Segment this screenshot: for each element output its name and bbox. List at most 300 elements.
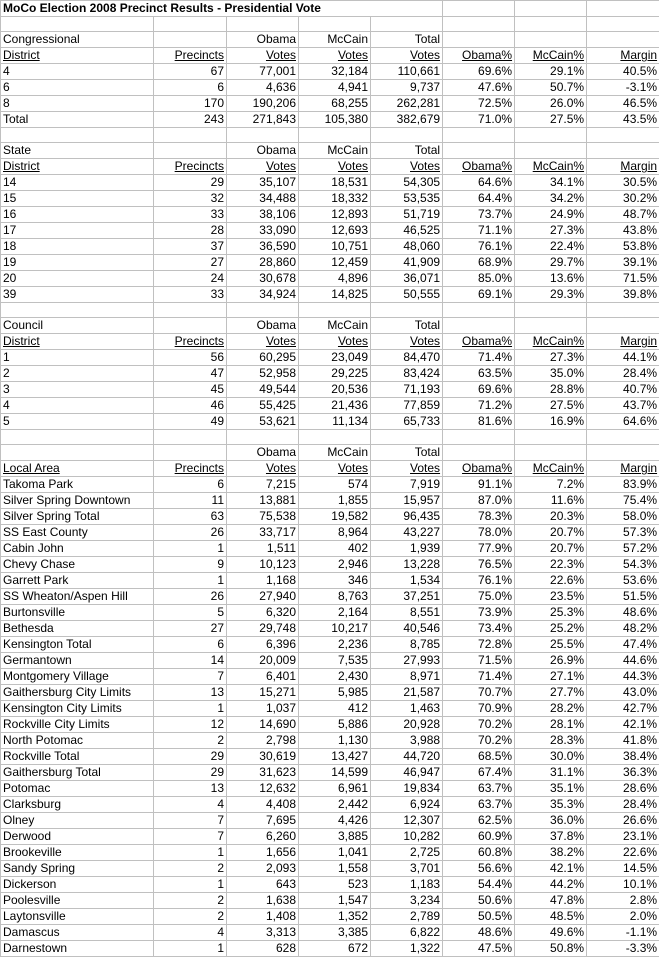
total-votes-value[interactable]: 1,463	[371, 701, 443, 717]
precincts-value[interactable]: 14	[154, 653, 227, 669]
empty-cell[interactable]	[587, 445, 659, 461]
precincts-value[interactable]: 1	[154, 845, 227, 861]
precincts-value[interactable]: 24	[154, 271, 227, 287]
margin-value[interactable]: 75.4%	[587, 493, 659, 509]
empty-cell[interactable]	[154, 303, 227, 318]
precincts-value[interactable]: 2	[154, 893, 227, 909]
total-votes-value[interactable]: 54,305	[371, 175, 443, 191]
empty-cell[interactable]	[299, 128, 371, 143]
key-label[interactable]: District	[1, 48, 154, 64]
empty-cell[interactable]	[371, 303, 443, 318]
total-votes-value[interactable]: 83,424	[371, 366, 443, 382]
precincts-value[interactable]: 170	[154, 96, 227, 112]
mccain-votes-value[interactable]: 574	[299, 477, 371, 493]
obama-pct-value[interactable]: 47.5%	[443, 941, 515, 957]
empty-cell[interactable]	[227, 430, 299, 445]
precincts-value[interactable]: 1	[154, 877, 227, 893]
row-label[interactable]: 2	[1, 366, 154, 382]
total-votes-value[interactable]: 43,227	[371, 525, 443, 541]
mccain-pct-value[interactable]: 25.2%	[515, 621, 587, 637]
margin-value[interactable]: 57.2%	[587, 541, 659, 557]
margin-value[interactable]: 10.1%	[587, 877, 659, 893]
empty-cell[interactable]	[515, 303, 587, 318]
obama-pct-value[interactable]: 50.5%	[443, 909, 515, 925]
precincts-value[interactable]: 46	[154, 398, 227, 414]
mccain-votes-value[interactable]: 2,430	[299, 669, 371, 685]
empty-cell[interactable]	[515, 1, 587, 17]
precincts-value[interactable]: 45	[154, 382, 227, 398]
precincts-value[interactable]: 1	[154, 941, 227, 957]
mccain-votes-value[interactable]: 13,427	[299, 749, 371, 765]
obama-votes-value[interactable]: 190,206	[227, 96, 299, 112]
total-votes-value[interactable]: 20,928	[371, 717, 443, 733]
total-votes-value[interactable]: 37,251	[371, 589, 443, 605]
obama-votes-value[interactable]: 4,636	[227, 80, 299, 96]
mccain-pct-value[interactable]: 42.1%	[515, 861, 587, 877]
mccain-votes-value[interactable]: 18,531	[299, 175, 371, 191]
obama-votes-value[interactable]: 2,798	[227, 733, 299, 749]
obama-votes-value[interactable]: 628	[227, 941, 299, 957]
row-label[interactable]: Silver Spring Total	[1, 509, 154, 525]
empty-cell[interactable]	[587, 303, 659, 318]
obama-pct-value[interactable]: 73.9%	[443, 605, 515, 621]
obama-votes-header[interactable]: Votes	[227, 48, 299, 64]
precincts-value[interactable]: 49	[154, 414, 227, 430]
total-votes-value[interactable]: 53,535	[371, 191, 443, 207]
obama-pct-value[interactable]: 56.6%	[443, 861, 515, 877]
obama-votes-value[interactable]: 33,717	[227, 525, 299, 541]
total-votes-value[interactable]: 1,322	[371, 941, 443, 957]
total-votes-value[interactable]: 19,834	[371, 781, 443, 797]
row-label[interactable]: Sandy Spring	[1, 861, 154, 877]
row-label[interactable]: Burtonsville	[1, 605, 154, 621]
total-votes-value[interactable]: 51,719	[371, 207, 443, 223]
mccain-votes-header[interactable]: Votes	[299, 334, 371, 350]
margin-value[interactable]: 43.7%	[587, 398, 659, 414]
mccain-header[interactable]: McCain	[299, 32, 371, 48]
empty-cell[interactable]	[371, 17, 443, 32]
mccain-pct-value[interactable]: 13.6%	[515, 271, 587, 287]
mccain-votes-header[interactable]: Votes	[299, 48, 371, 64]
mccain-pct-value[interactable]: 35.0%	[515, 366, 587, 382]
total-votes-value[interactable]: 110,661	[371, 64, 443, 80]
mccain-votes-value[interactable]: 29,225	[299, 366, 371, 382]
empty-cell[interactable]	[587, 32, 659, 48]
obama-pct-value[interactable]: 71.0%	[443, 112, 515, 128]
precincts-value[interactable]: 7	[154, 813, 227, 829]
obama-votes-value[interactable]: 27,940	[227, 589, 299, 605]
margin-value[interactable]: 28.4%	[587, 366, 659, 382]
obama-votes-value[interactable]: 1,638	[227, 893, 299, 909]
margin-value[interactable]: -3.3%	[587, 941, 659, 957]
total-votes-value[interactable]: 96,435	[371, 509, 443, 525]
row-label[interactable]: 19	[1, 255, 154, 271]
margin-value[interactable]: 14.5%	[587, 861, 659, 877]
margin-value[interactable]: 48.7%	[587, 207, 659, 223]
row-label[interactable]: Gaithersburg Total	[1, 765, 154, 781]
total-votes-value[interactable]: 3,234	[371, 893, 443, 909]
total-votes-value[interactable]: 21,587	[371, 685, 443, 701]
obama-votes-value[interactable]: 6,260	[227, 829, 299, 845]
mccain-votes-value[interactable]: 14,825	[299, 287, 371, 303]
total-header[interactable]: Total	[371, 32, 443, 48]
empty-cell[interactable]	[443, 143, 515, 159]
obama-votes-value[interactable]: 52,958	[227, 366, 299, 382]
mccain-votes-value[interactable]: 4,896	[299, 271, 371, 287]
obama-pct-value[interactable]: 63.7%	[443, 797, 515, 813]
row-label[interactable]: Darnestown	[1, 941, 154, 957]
row-label[interactable]: 39	[1, 287, 154, 303]
row-label[interactable]: Cabin John	[1, 541, 154, 557]
row-label[interactable]: Dickerson	[1, 877, 154, 893]
obama-pct-value[interactable]: 76.1%	[443, 239, 515, 255]
obama-votes-value[interactable]: 643	[227, 877, 299, 893]
mccain-votes-value[interactable]: 1,547	[299, 893, 371, 909]
precincts-value[interactable]: 33	[154, 287, 227, 303]
obama-pct-value[interactable]: 76.5%	[443, 557, 515, 573]
mccain-votes-value[interactable]: 20,536	[299, 382, 371, 398]
row-label[interactable]: 20	[1, 271, 154, 287]
empty-cell[interactable]	[154, 32, 227, 48]
margin-value[interactable]: 38.4%	[587, 749, 659, 765]
obama-pct-header[interactable]: Obama%	[443, 461, 515, 477]
margin-value[interactable]: 22.6%	[587, 845, 659, 861]
obama-pct-value[interactable]: 63.5%	[443, 366, 515, 382]
total-votes-value[interactable]: 6,924	[371, 797, 443, 813]
empty-cell[interactable]	[154, 430, 227, 445]
precincts-value[interactable]: 7	[154, 669, 227, 685]
total-votes-value[interactable]: 7,919	[371, 477, 443, 493]
mccain-pct-value[interactable]: 25.5%	[515, 637, 587, 653]
empty-cell[interactable]	[371, 430, 443, 445]
empty-cell[interactable]	[1, 303, 154, 318]
obama-pct-value[interactable]: 73.4%	[443, 621, 515, 637]
obama-pct-value[interactable]: 60.9%	[443, 829, 515, 845]
precincts-header[interactable]: Precincts	[154, 159, 227, 175]
mccain-pct-value[interactable]: 27.5%	[515, 112, 587, 128]
obama-votes-value[interactable]: 33,090	[227, 223, 299, 239]
obama-votes-value[interactable]: 30,619	[227, 749, 299, 765]
obama-votes-value[interactable]: 36,590	[227, 239, 299, 255]
mccain-pct-value[interactable]: 22.6%	[515, 573, 587, 589]
row-label[interactable]: Silver Spring Downtown	[1, 493, 154, 509]
precincts-header[interactable]: Precincts	[154, 461, 227, 477]
precincts-value[interactable]: 28	[154, 223, 227, 239]
obama-votes-value[interactable]: 10,123	[227, 557, 299, 573]
total-votes-value[interactable]: 46,525	[371, 223, 443, 239]
total-votes-value[interactable]: 50,555	[371, 287, 443, 303]
row-label[interactable]: Derwood	[1, 829, 154, 845]
mccain-votes-value[interactable]: 2,946	[299, 557, 371, 573]
precincts-value[interactable]: 56	[154, 350, 227, 366]
obama-pct-value[interactable]: 64.4%	[443, 191, 515, 207]
margin-value[interactable]: 26.6%	[587, 813, 659, 829]
obama-votes-value[interactable]: 34,924	[227, 287, 299, 303]
mccain-pct-value[interactable]: 27.3%	[515, 350, 587, 366]
margin-value[interactable]: 83.9%	[587, 477, 659, 493]
row-label[interactable]: 15	[1, 191, 154, 207]
empty-cell[interactable]	[515, 143, 587, 159]
mccain-pct-value[interactable]: 22.4%	[515, 239, 587, 255]
obama-votes-value[interactable]: 30,678	[227, 271, 299, 287]
mccain-votes-value[interactable]: 1,855	[299, 493, 371, 509]
obama-votes-value[interactable]: 34,488	[227, 191, 299, 207]
mccain-pct-value[interactable]: 48.5%	[515, 909, 587, 925]
total-votes-value[interactable]: 48,060	[371, 239, 443, 255]
precincts-value[interactable]: 2	[154, 909, 227, 925]
precincts-header[interactable]: Precincts	[154, 48, 227, 64]
obama-pct-value[interactable]: 70.9%	[443, 701, 515, 717]
empty-cell[interactable]	[587, 1, 659, 17]
total-votes-value[interactable]: 2,725	[371, 845, 443, 861]
empty-cell[interactable]	[227, 17, 299, 32]
empty-cell[interactable]	[227, 303, 299, 318]
obama-pct-value[interactable]: 63.7%	[443, 781, 515, 797]
empty-cell[interactable]	[587, 430, 659, 445]
mccain-pct-value[interactable]: 26.0%	[515, 96, 587, 112]
key-label[interactable]: District	[1, 159, 154, 175]
obama-votes-value[interactable]: 20,009	[227, 653, 299, 669]
obama-pct-value[interactable]: 85.0%	[443, 271, 515, 287]
precincts-value[interactable]: 243	[154, 112, 227, 128]
mccain-votes-value[interactable]: 4,941	[299, 80, 371, 96]
mccain-pct-value[interactable]: 26.9%	[515, 653, 587, 669]
mccain-pct-value[interactable]: 11.6%	[515, 493, 587, 509]
mccain-pct-value[interactable]: 25.3%	[515, 605, 587, 621]
obama-votes-value[interactable]: 49,544	[227, 382, 299, 398]
mccain-pct-value[interactable]: 29.1%	[515, 64, 587, 80]
precincts-value[interactable]: 13	[154, 685, 227, 701]
margin-value[interactable]: 46.5%	[587, 96, 659, 112]
mccain-pct-value[interactable]: 27.3%	[515, 223, 587, 239]
margin-value[interactable]: 71.5%	[587, 271, 659, 287]
mccain-votes-value[interactable]: 14,599	[299, 765, 371, 781]
total-votes-value[interactable]: 9,737	[371, 80, 443, 96]
margin-value[interactable]: 39.1%	[587, 255, 659, 271]
row-label[interactable]: Olney	[1, 813, 154, 829]
mccain-votes-value[interactable]: 672	[299, 941, 371, 957]
row-label[interactable]: Montgomery Village	[1, 669, 154, 685]
mccain-votes-value[interactable]: 68,255	[299, 96, 371, 112]
empty-cell[interactable]	[227, 128, 299, 143]
mccain-pct-value[interactable]: 24.9%	[515, 207, 587, 223]
margin-value[interactable]: 28.4%	[587, 797, 659, 813]
obama-votes-value[interactable]: 6,401	[227, 669, 299, 685]
precincts-value[interactable]: 47	[154, 366, 227, 382]
precincts-value[interactable]: 4	[154, 925, 227, 941]
mccain-pct-value[interactable]: 35.3%	[515, 797, 587, 813]
total-votes-value[interactable]: 3,701	[371, 861, 443, 877]
mccain-pct-value[interactable]: 29.3%	[515, 287, 587, 303]
mccain-pct-value[interactable]: 27.1%	[515, 669, 587, 685]
row-label[interactable]: 3	[1, 382, 154, 398]
row-label[interactable]: Kensington Total	[1, 637, 154, 653]
mccain-votes-value[interactable]: 346	[299, 573, 371, 589]
total-votes-value[interactable]: 1,939	[371, 541, 443, 557]
total-votes-value[interactable]: 44,720	[371, 749, 443, 765]
margin-value[interactable]: -1.1%	[587, 925, 659, 941]
row-label[interactable]: 8	[1, 96, 154, 112]
mccain-votes-value[interactable]: 5,985	[299, 685, 371, 701]
total-votes-header[interactable]: Votes	[371, 334, 443, 350]
row-label[interactable]: Clarksburg	[1, 797, 154, 813]
empty-cell[interactable]	[515, 17, 587, 32]
mccain-pct-value[interactable]: 30.0%	[515, 749, 587, 765]
mccain-pct-header[interactable]: McCain%	[515, 334, 587, 350]
total-votes-value[interactable]: 8,785	[371, 637, 443, 653]
mccain-pct-value[interactable]: 31.1%	[515, 765, 587, 781]
mccain-votes-value[interactable]: 523	[299, 877, 371, 893]
total-votes-value[interactable]: 2,789	[371, 909, 443, 925]
row-label[interactable]: Poolesville	[1, 893, 154, 909]
total-votes-value[interactable]: 71,193	[371, 382, 443, 398]
margin-value[interactable]: 43.0%	[587, 685, 659, 701]
mccain-pct-value[interactable]: 34.1%	[515, 175, 587, 191]
mccain-votes-value[interactable]: 2,442	[299, 797, 371, 813]
obama-pct-value[interactable]: 77.9%	[443, 541, 515, 557]
margin-value[interactable]: 23.1%	[587, 829, 659, 845]
obama-pct-value[interactable]: 72.5%	[443, 96, 515, 112]
obama-pct-value[interactable]: 71.4%	[443, 669, 515, 685]
row-label[interactable]: SS Wheaton/Aspen Hill	[1, 589, 154, 605]
row-label[interactable]: Laytonsville	[1, 909, 154, 925]
row-label[interactable]: Kensington City Limits	[1, 701, 154, 717]
obama-pct-value[interactable]: 69.1%	[443, 287, 515, 303]
row-label[interactable]: Takoma Park	[1, 477, 154, 493]
margin-value[interactable]: -3.1%	[587, 80, 659, 96]
obama-header[interactable]: Obama	[227, 445, 299, 461]
obama-pct-value[interactable]: 72.8%	[443, 637, 515, 653]
obama-pct-value[interactable]: 75.0%	[443, 589, 515, 605]
precincts-value[interactable]: 27	[154, 255, 227, 271]
mccain-pct-header[interactable]: McCain%	[515, 159, 587, 175]
margin-value[interactable]: 2.8%	[587, 893, 659, 909]
empty-cell[interactable]	[299, 303, 371, 318]
margin-value[interactable]: 43.8%	[587, 223, 659, 239]
obama-votes-value[interactable]: 13,881	[227, 493, 299, 509]
mccain-votes-value[interactable]: 21,436	[299, 398, 371, 414]
obama-header[interactable]: Obama	[227, 143, 299, 159]
obama-pct-header[interactable]: Obama%	[443, 334, 515, 350]
total-votes-value[interactable]: 12,307	[371, 813, 443, 829]
total-votes-value[interactable]: 77,859	[371, 398, 443, 414]
total-header[interactable]: Total	[371, 143, 443, 159]
margin-header[interactable]: Margin	[587, 334, 659, 350]
row-label[interactable]: Chevy Chase	[1, 557, 154, 573]
empty-cell[interactable]	[443, 430, 515, 445]
total-votes-value[interactable]: 40,546	[371, 621, 443, 637]
row-label[interactable]: Potomac	[1, 781, 154, 797]
precincts-value[interactable]: 63	[154, 509, 227, 525]
precincts-value[interactable]: 27	[154, 621, 227, 637]
margin-header[interactable]: Margin	[587, 461, 659, 477]
mccain-pct-value[interactable]: 27.5%	[515, 398, 587, 414]
empty-cell[interactable]	[1, 17, 154, 32]
mccain-pct-header[interactable]: McCain%	[515, 461, 587, 477]
obama-pct-value[interactable]: 73.7%	[443, 207, 515, 223]
empty-cell[interactable]	[299, 430, 371, 445]
mccain-pct-value[interactable]: 29.7%	[515, 255, 587, 271]
mccain-pct-value[interactable]: 38.2%	[515, 845, 587, 861]
group-label[interactable]: Council	[1, 318, 154, 334]
precincts-value[interactable]: 32	[154, 191, 227, 207]
obama-votes-value[interactable]: 28,860	[227, 255, 299, 271]
obama-pct-value[interactable]: 78.3%	[443, 509, 515, 525]
total-votes-value[interactable]: 10,282	[371, 829, 443, 845]
precincts-header[interactable]: Precincts	[154, 334, 227, 350]
mccain-votes-value[interactable]: 10,217	[299, 621, 371, 637]
margin-value[interactable]: 64.6%	[587, 414, 659, 430]
margin-value[interactable]: 57.3%	[587, 525, 659, 541]
margin-value[interactable]: 2.0%	[587, 909, 659, 925]
total-votes-header[interactable]: Votes	[371, 159, 443, 175]
margin-value[interactable]: 54.3%	[587, 557, 659, 573]
mccain-pct-value[interactable]: 34.2%	[515, 191, 587, 207]
empty-cell[interactable]	[587, 143, 659, 159]
mccain-votes-value[interactable]: 7,535	[299, 653, 371, 669]
margin-value[interactable]: 40.5%	[587, 64, 659, 80]
obama-votes-value[interactable]: 4,408	[227, 797, 299, 813]
precincts-value[interactable]: 12	[154, 717, 227, 733]
obama-pct-value[interactable]: 60.8%	[443, 845, 515, 861]
precincts-value[interactable]: 9	[154, 557, 227, 573]
sheet-title[interactable]: MoCo Election 2008 Precinct Results - Presidential Vote	[1, 1, 443, 17]
empty-cell[interactable]	[515, 445, 587, 461]
total-votes-value[interactable]: 84,470	[371, 350, 443, 366]
obama-votes-value[interactable]: 6,320	[227, 605, 299, 621]
obama-pct-value[interactable]: 87.0%	[443, 493, 515, 509]
margin-value[interactable]: 51.5%	[587, 589, 659, 605]
margin-value[interactable]: 41.8%	[587, 733, 659, 749]
precincts-value[interactable]: 33	[154, 207, 227, 223]
obama-votes-value[interactable]: 1,037	[227, 701, 299, 717]
empty-cell[interactable]	[154, 445, 227, 461]
empty-cell[interactable]	[154, 143, 227, 159]
empty-cell[interactable]	[515, 128, 587, 143]
margin-header[interactable]: Margin	[587, 159, 659, 175]
obama-votes-value[interactable]: 7,695	[227, 813, 299, 829]
obama-votes-value[interactable]: 7,215	[227, 477, 299, 493]
obama-header[interactable]: Obama	[227, 318, 299, 334]
margin-value[interactable]: 48.6%	[587, 605, 659, 621]
mccain-pct-value[interactable]: 36.0%	[515, 813, 587, 829]
precincts-value[interactable]: 26	[154, 589, 227, 605]
precincts-value[interactable]: 29	[154, 749, 227, 765]
empty-cell[interactable]	[154, 128, 227, 143]
total-votes-value[interactable]: 46,947	[371, 765, 443, 781]
mccain-votes-value[interactable]: 1,130	[299, 733, 371, 749]
row-label[interactable]: Bethesda	[1, 621, 154, 637]
obama-votes-value[interactable]: 1,408	[227, 909, 299, 925]
mccain-pct-header[interactable]: McCain%	[515, 48, 587, 64]
mccain-votes-header[interactable]: Votes	[299, 461, 371, 477]
mccain-votes-header[interactable]: Votes	[299, 159, 371, 175]
mccain-pct-value[interactable]: 7.2%	[515, 477, 587, 493]
margin-value[interactable]: 28.6%	[587, 781, 659, 797]
total-votes-value[interactable]: 6,822	[371, 925, 443, 941]
row-label[interactable]: 4	[1, 64, 154, 80]
obama-votes-value[interactable]: 1,511	[227, 541, 299, 557]
mccain-pct-value[interactable]: 49.6%	[515, 925, 587, 941]
obama-pct-value[interactable]: 50.6%	[443, 893, 515, 909]
mccain-votes-value[interactable]: 105,380	[299, 112, 371, 128]
obama-pct-value[interactable]: 81.6%	[443, 414, 515, 430]
obama-votes-value[interactable]: 3,313	[227, 925, 299, 941]
mccain-votes-value[interactable]: 6,961	[299, 781, 371, 797]
margin-value[interactable]: 39.8%	[587, 287, 659, 303]
mccain-votes-value[interactable]: 8,763	[299, 589, 371, 605]
row-label[interactable]: 17	[1, 223, 154, 239]
